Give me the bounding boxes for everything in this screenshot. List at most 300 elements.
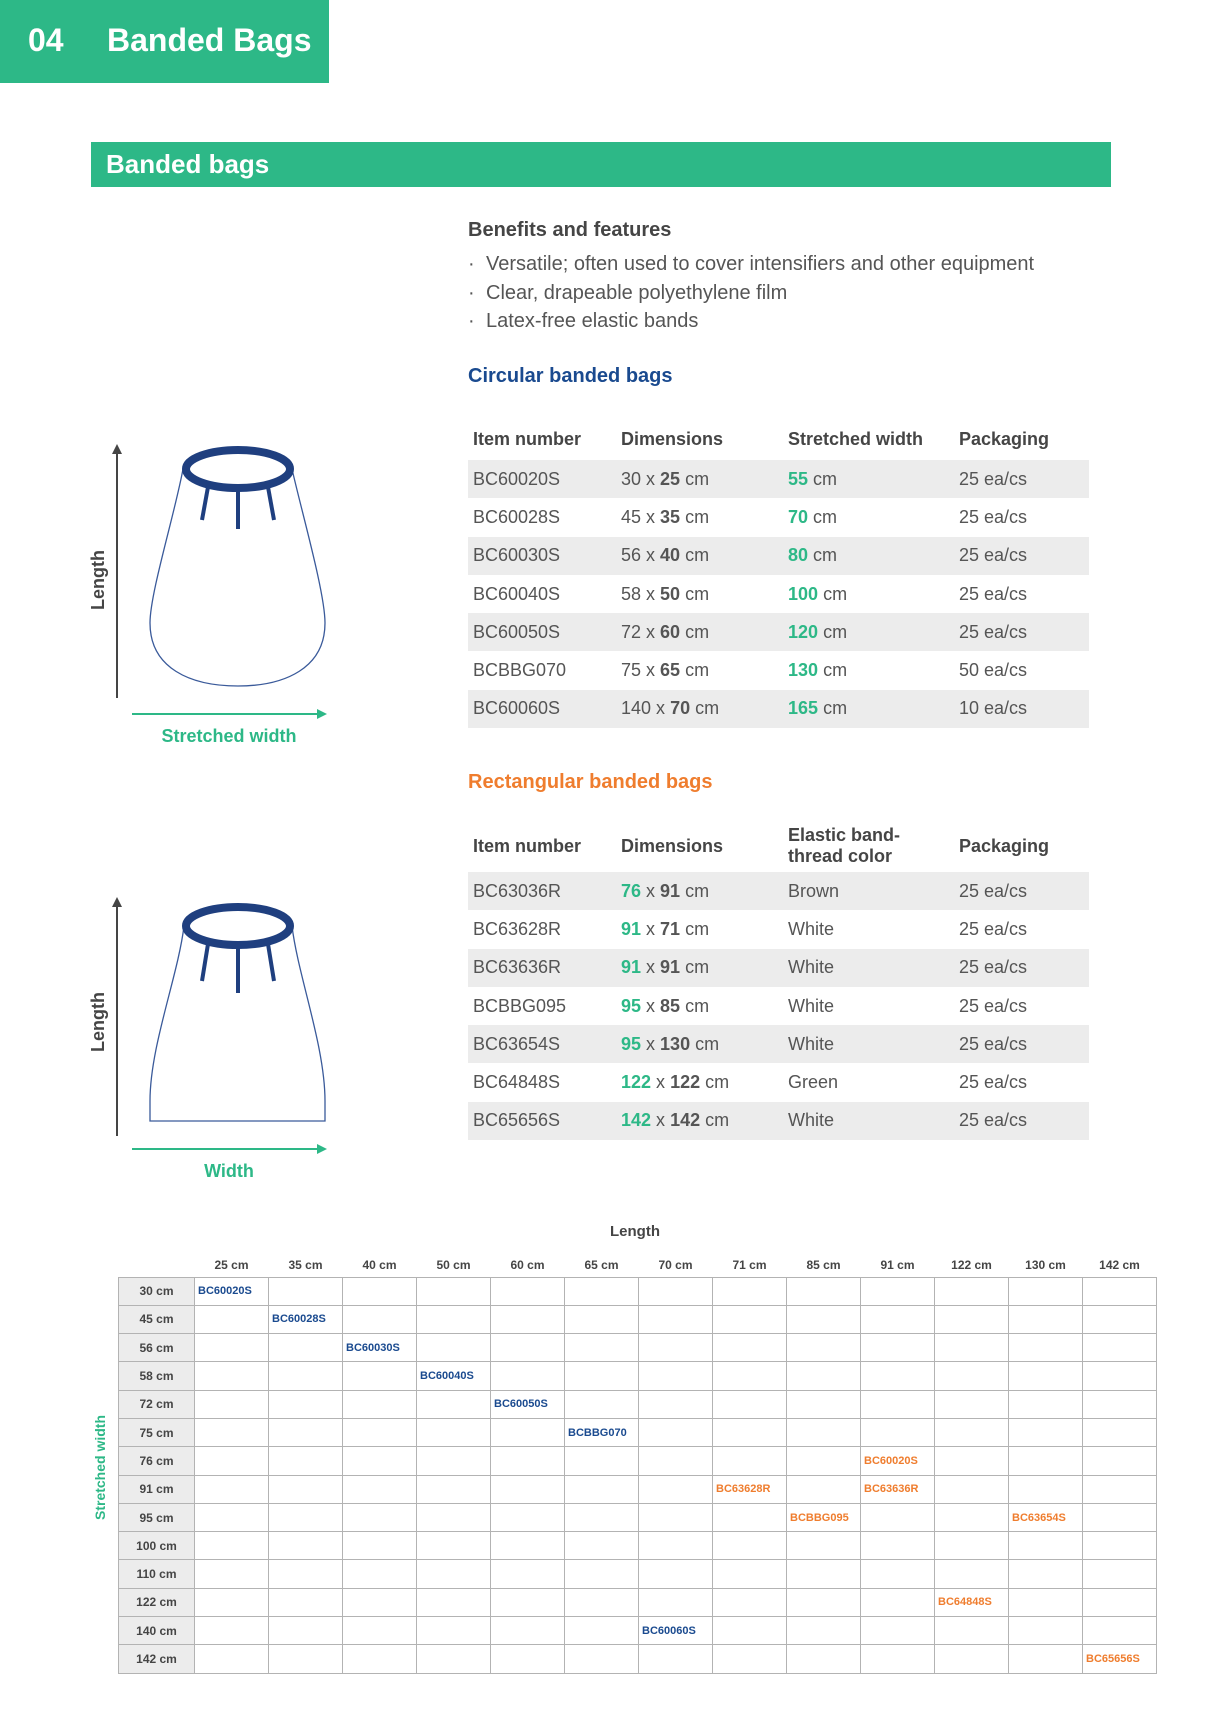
- grid-cell: [713, 1617, 787, 1645]
- grid-cell: [861, 1503, 935, 1531]
- grid-cell: [713, 1645, 787, 1673]
- grid-column-title: Length: [610, 1223, 660, 1240]
- grid-cell: [935, 1334, 1009, 1362]
- dimensions: 95 x 130 cm: [616, 1025, 783, 1063]
- table-row: [468, 1025, 1089, 1063]
- grid-cell: [935, 1617, 1009, 1645]
- grid-cell: [1083, 1475, 1157, 1503]
- grid-column-header: 122 cm: [951, 1258, 992, 1273]
- dim-b: 122: [670, 1072, 701, 1093]
- dim-unit: cm: [685, 468, 710, 489]
- grid-cell: [787, 1560, 861, 1588]
- grid-cell: [491, 1447, 565, 1475]
- grid-cell: [195, 1362, 269, 1390]
- dimensions: 95 x 85 cm: [621, 995, 710, 1016]
- grid-cell-item: BC60020S: [861, 1447, 935, 1475]
- dimensions: 142 x 142 cm: [616, 1102, 783, 1140]
- packaging: 25 ea/cs: [954, 1025, 1089, 1063]
- grid-cell-item: BC63636R: [861, 1475, 935, 1503]
- grid-cell-item: BCBBG070: [565, 1418, 639, 1446]
- table-row: [468, 987, 1089, 1025]
- grid-cell: [565, 1560, 639, 1588]
- grid-cell: [195, 1334, 269, 1362]
- grid-cell: [417, 1447, 491, 1475]
- grid-column-header: 60 cm: [510, 1258, 545, 1273]
- grid-row-header: 76 cm: [119, 1447, 195, 1475]
- dimensions: 91 x 91 cm: [616, 949, 783, 987]
- grid-row-header: 140 cm: [119, 1617, 195, 1645]
- col-header: Dimensions: [621, 428, 724, 449]
- packaging: 25 ea/cs: [959, 918, 1028, 939]
- band-color: White: [783, 1102, 954, 1140]
- grid-cell-item: BC60050S: [491, 1390, 565, 1418]
- grid-cell: [343, 1532, 417, 1560]
- packaging: 25 ea/cs: [959, 506, 1028, 527]
- grid-cell-item: BC60028S: [269, 1305, 343, 1333]
- grid-cell: [1083, 1362, 1157, 1390]
- grid-cell: [639, 1645, 713, 1673]
- grid-cell: [935, 1532, 1009, 1560]
- grid-cell-item: BC60020S: [195, 1277, 269, 1305]
- bullet-icon: ·: [468, 253, 475, 275]
- dimensions: 72 x 60 cm: [616, 613, 783, 651]
- grid-cell: [787, 1447, 861, 1475]
- stretch-value: 130: [788, 660, 819, 681]
- grid-cell: [269, 1588, 343, 1616]
- grid-cell-item: BC60030S: [343, 1334, 417, 1362]
- packaging: 25 ea/cs: [959, 1072, 1028, 1093]
- dim-b: 91: [660, 957, 681, 978]
- grid-cell: [713, 1418, 787, 1446]
- item-number: BC60060S: [468, 690, 616, 728]
- grid-cell: [491, 1362, 565, 1390]
- grid-cell: [269, 1560, 343, 1588]
- table-row: [468, 1063, 1089, 1101]
- grid-cell: [195, 1305, 269, 1333]
- grid-column-header: 71 cm: [732, 1258, 767, 1273]
- grid-row: [119, 1475, 1157, 1503]
- circular-y-axis-label: Length: [88, 550, 108, 610]
- grid-cell: [787, 1277, 861, 1305]
- grid-cell-item: BC63654S: [1009, 1503, 1083, 1531]
- table-row: [468, 651, 1089, 689]
- grid-cell: [195, 1560, 269, 1588]
- grid-cell: [343, 1645, 417, 1673]
- grid-cell: [861, 1390, 935, 1418]
- circular-section-title: Circular banded bags: [468, 365, 673, 387]
- dim-unit: cm: [695, 1033, 720, 1054]
- packaging: 25 ea/cs: [959, 995, 1028, 1016]
- grid-cell: [565, 1277, 639, 1305]
- grid-cell: [1083, 1617, 1157, 1645]
- grid-cell: [1009, 1475, 1083, 1503]
- grid-cell: [417, 1617, 491, 1645]
- grid-row: [119, 1334, 1157, 1362]
- grid-cell: [269, 1418, 343, 1446]
- grid-cell: [491, 1305, 565, 1333]
- dim-a: 45: [621, 506, 642, 527]
- grid-cell: [787, 1617, 861, 1645]
- grid-cell: [1083, 1277, 1157, 1305]
- packaging: 25 ea/cs: [954, 1102, 1089, 1140]
- dimensions: 122 x 122 cm: [621, 1072, 730, 1093]
- grid-cell: [861, 1645, 935, 1673]
- grid-cell: [861, 1305, 935, 1333]
- grid-cell: [713, 1503, 787, 1531]
- grid-cell: [565, 1390, 639, 1418]
- dimensions: 75 x 65 cm: [621, 660, 710, 681]
- grid-cell: [343, 1617, 417, 1645]
- benefit-item: · Latex-free elastic bands: [468, 307, 1034, 336]
- circular-x-axis-label: Stretched width: [161, 726, 297, 746]
- grid-cell: [861, 1362, 935, 1390]
- grid-row-header: 75 cm: [119, 1418, 195, 1446]
- rectangular-section-title: Rectangular banded bags: [468, 771, 713, 793]
- grid-cell: [935, 1390, 1009, 1418]
- grid-cell: [417, 1390, 491, 1418]
- item-number: BC63036R: [468, 872, 616, 910]
- dim-unit: cm: [685, 918, 710, 939]
- grid-cell-item: BC60040S: [417, 1362, 491, 1390]
- grid-row-header: 122 cm: [119, 1588, 195, 1616]
- grid-cell: [639, 1588, 713, 1616]
- grid-cell: [565, 1447, 639, 1475]
- grid-column-header: 142 cm: [1099, 1258, 1140, 1273]
- rectangular-y-axis-label: Length: [88, 992, 108, 1052]
- dim-b: 60: [660, 621, 681, 642]
- col-header: Stretched width: [788, 428, 924, 449]
- table-row: [468, 949, 1089, 987]
- grid-row: [119, 1362, 1157, 1390]
- stretched-width: [783, 575, 954, 613]
- grid-cell: [269, 1277, 343, 1305]
- dimensions: 45 x 35 cm: [621, 506, 710, 527]
- grid-cell: [269, 1617, 343, 1645]
- grid-cell: [639, 1560, 713, 1588]
- grid-cell: [343, 1447, 417, 1475]
- packaging: 50 ea/cs: [959, 660, 1028, 681]
- dim-a: 76: [621, 880, 642, 901]
- grid-cell: [417, 1588, 491, 1616]
- dimensions: 58 x 50 cm: [621, 583, 710, 604]
- grid-cell: [787, 1475, 861, 1503]
- grid-column-header: 35 cm: [288, 1258, 323, 1273]
- stretched-width: [783, 613, 954, 651]
- circular-bag-illustration: [80, 443, 350, 753]
- benefit-item: · Versatile; often used to cover intensifiers and other equipment: [468, 250, 1034, 279]
- col-header: Packaging: [959, 835, 1050, 856]
- grid-row: [119, 1390, 1157, 1418]
- table-row: [468, 575, 1089, 613]
- grid-column-header: 91 cm: [880, 1258, 915, 1273]
- grid-cell: [269, 1447, 343, 1475]
- dim-unit: cm: [685, 583, 710, 604]
- dim-unit: cm: [685, 957, 710, 978]
- dim-a: 72: [621, 621, 642, 642]
- grid-row: [119, 1560, 1157, 1588]
- grid-cell: [1083, 1560, 1157, 1588]
- grid-cell: [269, 1334, 343, 1362]
- chapter-tab: [0, 0, 329, 83]
- circular-table: [468, 418, 1089, 728]
- dim-a: 75: [621, 660, 642, 681]
- grid-cell: [787, 1418, 861, 1446]
- grid-cell: [787, 1588, 861, 1616]
- grid-cell: [713, 1588, 787, 1616]
- stretched-width: [783, 651, 954, 689]
- grid-cell: [935, 1305, 1009, 1333]
- grid-cell: [935, 1277, 1009, 1305]
- grid-cell: [1083, 1390, 1157, 1418]
- grid-cell: [935, 1503, 1009, 1531]
- stretch-unit: cm: [813, 506, 838, 527]
- grid-cell: [713, 1277, 787, 1305]
- dim-a: 91: [621, 957, 642, 978]
- grid-cell: [787, 1645, 861, 1673]
- dim-a: 140: [621, 698, 652, 719]
- grid-cell: [861, 1532, 935, 1560]
- grid-corner: [119, 1254, 195, 1277]
- grid-row: [119, 1503, 1157, 1531]
- table-row: [468, 537, 1089, 575]
- bullet-icon: ·: [468, 310, 475, 332]
- grid-cell: [1009, 1447, 1083, 1475]
- stretched-width: [783, 498, 954, 536]
- grid-row: [119, 1617, 1157, 1645]
- item-number: BC60028S: [473, 506, 561, 527]
- grid-cell: [639, 1503, 713, 1531]
- dim-b: 50: [660, 583, 681, 604]
- grid-cell: [195, 1617, 269, 1645]
- grid-cell: [491, 1475, 565, 1503]
- grid-cell: [417, 1503, 491, 1531]
- grid-row-header: 30 cm: [119, 1277, 195, 1305]
- grid-cell: [343, 1588, 417, 1616]
- grid-cell: [1083, 1503, 1157, 1531]
- rectangular-table: [468, 820, 1089, 1140]
- grid-cell: [491, 1645, 565, 1673]
- col-header: Packaging: [959, 428, 1050, 449]
- item-number: BCBBG095: [473, 995, 567, 1016]
- stretch-unit: cm: [823, 621, 848, 642]
- grid-cell: [417, 1334, 491, 1362]
- band-color: White: [783, 1025, 954, 1063]
- grid-cell: [565, 1588, 639, 1616]
- grid-cell: [713, 1305, 787, 1333]
- bullet-icon: ·: [468, 281, 475, 304]
- grid-column-header: 130 cm: [1025, 1258, 1066, 1273]
- grid-cell: [639, 1532, 713, 1560]
- grid-cell: [1009, 1277, 1083, 1305]
- grid-cell: [787, 1390, 861, 1418]
- grid-row-header: 58 cm: [119, 1362, 195, 1390]
- grid-column-header: 40 cm: [362, 1258, 397, 1273]
- grid-cell: [195, 1390, 269, 1418]
- grid-cell: [713, 1560, 787, 1588]
- packaging: 25 ea/cs: [954, 460, 1089, 498]
- chapter-title: Banded Bags: [107, 22, 312, 58]
- grid-row: [119, 1588, 1157, 1616]
- stretched-width: [783, 460, 954, 498]
- grid-cell: [417, 1475, 491, 1503]
- grid-cell: [1009, 1362, 1083, 1390]
- table-row: [468, 1102, 1089, 1140]
- grid-cell: [417, 1532, 491, 1560]
- col-header: Item number: [473, 428, 582, 449]
- grid-column-header: 70 cm: [658, 1258, 693, 1273]
- grid-cell: [639, 1334, 713, 1362]
- grid-row: [119, 1645, 1157, 1673]
- grid-cell: [491, 1418, 565, 1446]
- section-title-bar: Banded bags: [91, 142, 1111, 187]
- grid-cell: [1009, 1617, 1083, 1645]
- grid-cell-item: BC64848S: [935, 1588, 1009, 1616]
- dim-b: 85: [660, 995, 681, 1016]
- benefits-list: [468, 250, 1034, 336]
- dim-b: 25: [660, 468, 681, 489]
- item-number: BCBBG070: [473, 660, 567, 681]
- dim-a: 122: [621, 1072, 652, 1093]
- item-number: BC64848S: [473, 1072, 561, 1093]
- stretch-value: 165: [788, 698, 819, 719]
- grid-cell: [269, 1390, 343, 1418]
- item-number: BC60040S: [473, 583, 561, 604]
- grid-cell: [417, 1418, 491, 1446]
- item-number: BC63654S: [468, 1025, 616, 1063]
- grid-cell: [195, 1503, 269, 1531]
- dim-b: 71: [660, 918, 681, 939]
- grid-cell: [195, 1447, 269, 1475]
- packaging: 25 ea/cs: [954, 537, 1089, 575]
- grid-row-header: 110 cm: [119, 1560, 195, 1588]
- grid-cell: [343, 1305, 417, 1333]
- grid-cell: [417, 1645, 491, 1673]
- grid-row-header: 72 cm: [119, 1390, 195, 1418]
- item-number: BC60030S: [468, 537, 616, 575]
- grid-cell: [1009, 1334, 1083, 1362]
- grid-cell: [491, 1588, 565, 1616]
- item-number: BC63628R: [473, 918, 562, 939]
- item-number: BC60020S: [468, 460, 616, 498]
- dim-unit: cm: [705, 1110, 730, 1131]
- grid-cell-item: BC63628R: [713, 1475, 787, 1503]
- packaging: 10 ea/cs: [954, 690, 1089, 728]
- grid-cell: [861, 1560, 935, 1588]
- grid-cell: [343, 1560, 417, 1588]
- grid-cell: [861, 1277, 935, 1305]
- stretch-value: 70: [788, 506, 809, 527]
- grid-cell: [1009, 1560, 1083, 1588]
- grid-cell: [565, 1334, 639, 1362]
- grid-cell: [417, 1305, 491, 1333]
- rectangular-x-axis-label: Width: [204, 1161, 254, 1181]
- grid-cell: [787, 1334, 861, 1362]
- dim-unit: cm: [685, 660, 710, 681]
- grid-cell: [787, 1532, 861, 1560]
- dim-b: 142: [670, 1110, 701, 1131]
- grid-row-header: 95 cm: [119, 1503, 195, 1531]
- grid-cell: [935, 1560, 1009, 1588]
- table-row: [468, 498, 1089, 536]
- table-row: [468, 613, 1089, 651]
- grid-cell: [1009, 1418, 1083, 1446]
- dim-a: 56: [621, 545, 642, 566]
- grid-cell: [935, 1475, 1009, 1503]
- band-color: Brown: [783, 872, 954, 910]
- packaging: 25 ea/cs: [959, 583, 1028, 604]
- packaging: 25 ea/cs: [954, 613, 1089, 651]
- grid-cell: [565, 1617, 639, 1645]
- grid-cell: [1083, 1305, 1157, 1333]
- band-color: White: [783, 949, 954, 987]
- dim-unit: cm: [705, 1072, 730, 1093]
- grid-cell: [713, 1447, 787, 1475]
- dim-b: 40: [660, 545, 681, 566]
- grid-cell: [639, 1277, 713, 1305]
- grid-row: [119, 1532, 1157, 1560]
- grid-cell: [1083, 1334, 1157, 1362]
- grid-column-header: 25 cm: [214, 1258, 249, 1273]
- grid-column-header: 65 cm: [584, 1258, 619, 1273]
- grid-cell: [787, 1362, 861, 1390]
- dim-unit: cm: [685, 621, 710, 642]
- grid-cell: [343, 1277, 417, 1305]
- stretch-value: 80: [788, 545, 809, 566]
- dimensions: 91 x 71 cm: [621, 918, 710, 939]
- grid-row-header: 56 cm: [119, 1334, 195, 1362]
- col-header: Dimensions: [621, 835, 724, 856]
- dimensions: 30 x 25 cm: [616, 460, 783, 498]
- grid-cell: [269, 1532, 343, 1560]
- dim-unit: cm: [685, 880, 710, 901]
- band-color: White: [788, 995, 835, 1016]
- stretch-unit: cm: [813, 545, 838, 566]
- grid-cell-item: BCBBG095: [787, 1503, 861, 1531]
- grid-cell: [565, 1305, 639, 1333]
- dim-b: 130: [660, 1033, 691, 1054]
- rectangular-bag-illustration: [80, 896, 350, 1191]
- dim-unit: cm: [695, 698, 720, 719]
- grid-cell: [269, 1475, 343, 1503]
- table-row: [468, 872, 1089, 910]
- grid-cell: [1009, 1532, 1083, 1560]
- rectangular-bag-diagram: [80, 896, 350, 1191]
- item-number: BC60050S: [468, 613, 616, 651]
- dim-unit: cm: [685, 545, 710, 566]
- grid-cell: [1083, 1532, 1157, 1560]
- dim-b: 91: [660, 880, 681, 901]
- grid-row-title: Stretched width: [92, 1414, 108, 1520]
- table-row: [468, 690, 1089, 728]
- table-row: [468, 910, 1089, 948]
- grid-cell: [713, 1532, 787, 1560]
- packaging: 25 ea/cs: [954, 949, 1089, 987]
- stretch-unit: cm: [823, 698, 848, 719]
- dim-a: 95: [621, 1033, 642, 1054]
- dim-unit: cm: [685, 506, 710, 527]
- stretch-unit: cm: [813, 468, 838, 489]
- stretched-width: [783, 690, 954, 728]
- band-color: Green: [788, 1072, 839, 1093]
- grid-cell: [565, 1503, 639, 1531]
- grid-cell: [269, 1503, 343, 1531]
- grid-cell: [935, 1418, 1009, 1446]
- grid-cell: [861, 1418, 935, 1446]
- grid-cell: [491, 1334, 565, 1362]
- grid-cell: [1009, 1645, 1083, 1673]
- dim-unit: cm: [685, 995, 710, 1016]
- chapter-number: 04: [28, 22, 64, 58]
